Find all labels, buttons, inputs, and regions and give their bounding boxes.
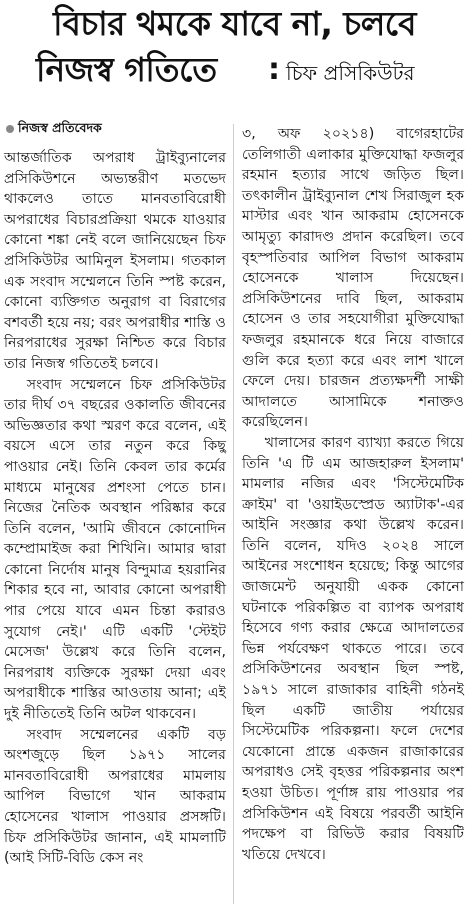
column-divider [233,124,234,904]
byline [6,120,102,140]
headline-separator: : [268,52,280,87]
byline-text: নিজস্ব প্রতিবেদক [18,120,102,135]
right-column [242,124,464,865]
paragraph: ৩, অফ ২০২১৪) বাগেরহাটের তেলিগাতী এলাকার মুক্তিযোদ্ধা ফজলুর রহমান হত্যার সাথে জড়িত ছিল। তৎকালীন ট্রাইব্যুনাল শেখ সিরাজুল হক মাস্টার এবং খান আকরাম হোসেনকে আমৃত্যু কারাদণ্ড প্রদান করেছিল। তবে বৃহস্পতিবার আপিল বিভাগ আকরাম হোসেনকে খালাস দিয়েছেন। প্রসিকিউশনের দাবি ছিল, আকরাম হোসেন ও তার সহযোগীরা মুক্তিযোদ্ধা ফজলুর রহমানকে ধরে নিয়ে বাজারে গুলি করে হত্যা করে এবং লাশ খালে ফেলে দেয়। চারজন প্রত্যক্ষদর্শী সাক্ষী আদালতে আসামিকে শনাক্তও করেছিলেন। [242,126,464,431]
headline-line-1: বিচার থমকে যাবে না, চলবে [53,4,416,43]
paragraph: আন্তর্জাতিক অপরাধ ট্রাইব্যুনালের প্রসিকিউশনে অভ্যন্তরীণ মতভেদ থাকলেও তাতে মানবতাবিরোধী অপরাধের বিচারপ্রক্রিয়া থমকে যাওয়ার কোনো শঙ্কা নেই বলে জানিয়েছেন চিফ প্রসিকিউটর আমিনুল ইসলাম। গতকাল এক সংবাদ সম্মেলনে তিনি স্পষ্ট করেন, কোনো ব্যক্তিগত অনুরাগ বা বিরাগের বশবর্তী হয়ে নয়; বরং অপরাধীর শাস্তি ও নিরপরাধের সুরক্ষা নিশ্চিত করে বিচার তার নিজস্ব গতিতেই চলবে। [4,150,226,372]
headline [0,4,469,92]
paragraph: খালাসের কারণ ব্যাখ্যা করতে গিয়ে তিনি 'এ টি এম আজহারুল ইসলাম' মামলার নজির এবং 'সিস্টেমেটিক ক্রাইম' বা 'ওয়াইডস্প্রেড অ্যাটাক'-এর আইনি সংজ্ঞার কথা উল্লেখ করেন। তিনি বলেন, যদিও ২০২৪ সালে আইনের সংশোধন হয়েছে; কিন্তু আগের জাজমেন্ট অনুযায়ী একক কোনো ঘটনাকে পরিকল্পিত বা ব্যাপক অপরাধ হিসেবে গণ্য করার ক্ষেত্রে আদালতের ভিন্ন পর্যবেক্ষণ থাকতে পারে। তবে প্রসিকিউশনের অবস্থান ছিল স্পষ্ট, ১৯৭১ সালে রাজাকার বাহিনী গঠনই ছিল একটি জাতীয় পর্যায়ের সিস্টেমেটিক পরিকল্পনা। ফলে দেশের যেকোনো প্রান্তে একজন রাজাকারের অপরাধও সেই বৃহত্তর পরিকল্পনার অংশ হওয়া উচিত। পূর্ণাঙ্গ রায় পাওয়ার পর প্রসিকিউশন এই বিষয়ে পরবর্তী আইনি পদক্ষেপ বা রিভিউ করার বিষয়টি খতিয়ে দেখবে। [242,434,464,863]
headline-credit: চিফ প্রসিকিউটর [286,61,415,85]
bullet-icon [6,125,14,133]
paragraph: সংবাদ সম্মেলনের একটি বড় অংশজুড়ে ছিল ১৯৭১ সালের মানবতাবিরোধী অপরাধের মামলায় আপিল বিভাগে খান আকরাম হোসেনের খালাস পাওয়ার প্রসঙ্গটি। চিফ প্রসিকিউটর জানান, এই মামলাটি (আই সিটি-বিডি কেস নং [4,726,226,867]
headline-line-2-main: নিজস্ব গতিতে [36,50,217,89]
left-column [4,148,226,869]
paragraph: সংবাদ সম্মেলনে চিফ প্রসিকিউটর তার দীর্ঘ ৩৭ বছরের ওকালতি জীবনের অভিজ্ঞতার কথা স্মরণ করে বলেন, এই বয়সে এসে তার নতুন করে কিছু পাওয়ার নেই। তিনি কেবল তার কর্মের মাধ্যমে মানুষের প্রশংসা পেতে চান। নিজের নৈতিক অবস্থান পরিষ্কার করে তিনি বলেন, 'আমি জীবনে কোনোদিন কম্প্রোমাইজ করা শিখিনি। আমার দ্বারা কোনো নির্দোষ মানুষ বিন্দুমাত্র হয়রানির শিকার হবে না, আবার কোনো অপরাধী পার পেয়ে যাবে এমন চিন্তা করারও সুযোগ নেই।' এটি একটি 'স্টেইট মেসেজ' উল্লেখ করে তিনি বলেন, নিরপরাধ ব্যক্তিকে সুরক্ষা দেয়া এবং অপরাধীকে শাস্তির আওতায় আনা; এই দুই নীতিতেই তিনি অটল থাকবেন। [4,376,226,723]
headline-line-2 [0,48,469,92]
